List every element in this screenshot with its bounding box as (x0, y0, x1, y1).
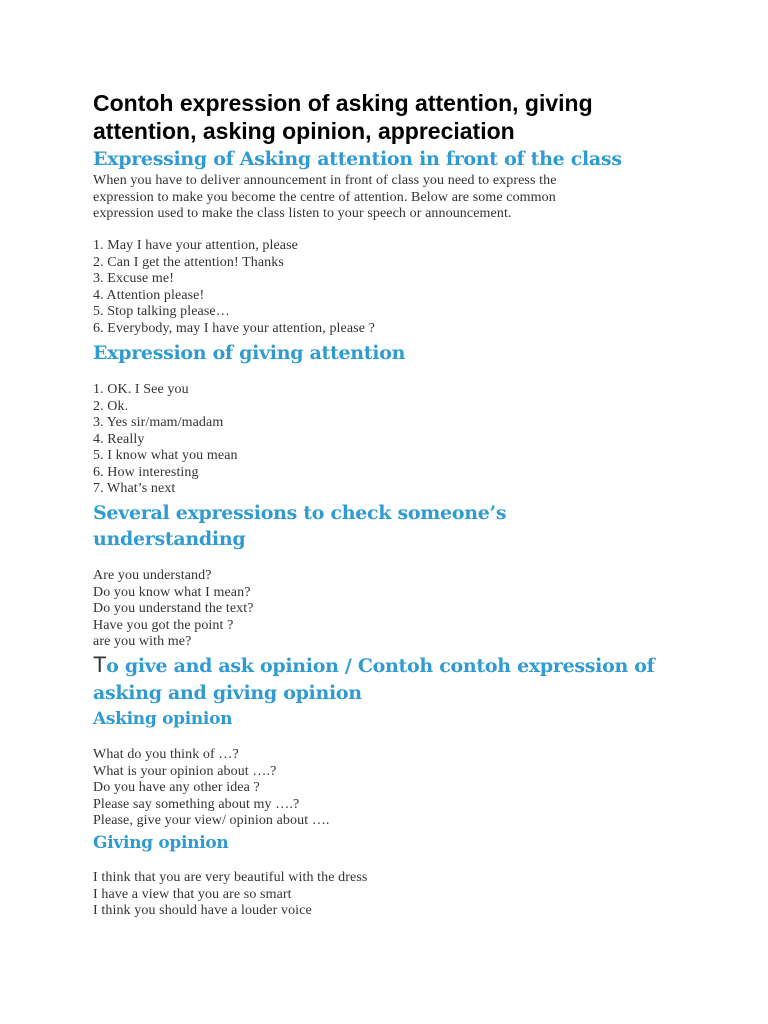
list-item: Are you understand? (93, 568, 212, 583)
list-item: Do you have any other idea ? (93, 780, 260, 795)
heading-rest: o give and ask opinion / Contoh contoh expression of (106, 655, 655, 677)
heading-check-understanding (93, 500, 506, 552)
list-item: I have a view that you are so smart (93, 886, 292, 902)
document-title (93, 89, 593, 145)
list-item: 5. Stop talking please… (93, 304, 230, 319)
heading-asking-attention: Expressing of Asking attention in front of the class (93, 148, 622, 170)
heading-giving-attention: Expression of giving attention (93, 342, 406, 364)
intro-line: When you have to deliver announcement in front of class you need to express the (93, 173, 557, 188)
list-item: 5. I know what you mean (93, 448, 238, 463)
list-item: I think you should have a louder voice (93, 903, 312, 918)
list-item: Do you know what I mean? (93, 584, 251, 600)
intro-paragraph (93, 173, 557, 223)
heading-line: asking and giving opinion (93, 682, 362, 704)
list-item: 3. Excuse me! (93, 271, 174, 286)
title-line-1: Contoh expression of asking attention, giving (93, 90, 593, 116)
heading-line (93, 652, 655, 680)
list-item: I think that you are very beautiful with the dress (93, 870, 368, 885)
list-giving-attention (93, 382, 238, 498)
list-item: 4. Attention please! (93, 287, 205, 303)
list-item: What do you think of …? (93, 747, 239, 762)
list-item: Do you understand the text? (93, 601, 254, 616)
list-giving-opinion (93, 870, 367, 920)
list-item: 1. May I have your attention, please (93, 238, 298, 253)
list-item: Have you got the point ? (93, 617, 234, 633)
list-item: 6. Everybody, may I have your attention, please ? (93, 320, 375, 336)
title-line-2: attention, asking opinion, appreciation (93, 118, 515, 144)
list-item: What is your opinion about ….? (93, 763, 277, 779)
list-asking-opinion (93, 747, 330, 830)
heading-line: understanding (93, 528, 246, 550)
list-item: 3. Yes sir/mam/madam (93, 415, 224, 430)
intro-line: expression to make you become the centre of attention. Below are some common (93, 189, 556, 205)
list-item: 7. What’s next (93, 481, 176, 496)
heading-initial: T (93, 652, 107, 677)
list-item: 2. Ok. (93, 398, 129, 414)
heading-giving-opinion: Giving opinion (93, 833, 229, 853)
list-item: 6. How interesting (93, 464, 199, 480)
list-item: 1. OK. I See you (93, 382, 189, 397)
intro-line: expression used to make the class listen to your speech or announcement. (93, 206, 512, 221)
heading-asking-opinion: Asking opinion (93, 709, 233, 729)
list-item: Please say something about my ….? (93, 796, 300, 812)
list-asking-attention (93, 238, 375, 337)
list-item: 4. Really (93, 431, 145, 447)
list-item: Please, give your view/ opinion about …. (93, 813, 330, 828)
list-item: are you with me? (93, 634, 192, 649)
list-item: 2. Can I get the attention! Thanks (93, 254, 284, 270)
list-check-understanding (93, 568, 254, 651)
heading-opinion (93, 652, 655, 706)
heading-line: Several expressions to check someone’s (93, 502, 507, 524)
